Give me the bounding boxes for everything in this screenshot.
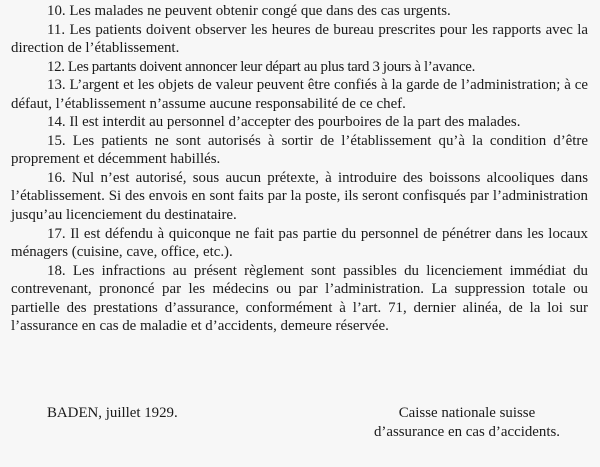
issuer-line-1: Caisse nationale suisse: [398, 405, 536, 421]
rule-16: 16. Nul n’est autorisé, sous aucun prétexte, à introduire des boissons alcooliques dans l’établissement. Si des envois en sont faits par la poste, ils seront confisqués par l’administration jusqu’au licenciement du destinataire.: [11, 169, 588, 224]
rule-14: 14. Il est interdit au personnel d’accepter des pourboires de la part des malades.: [47, 114, 521, 131]
issuer: [374, 404, 560, 441]
rule-10: 10. Les malades ne peuvent obtenir congé que dans des cas urgents.: [47, 3, 451, 19]
rule-11: 11. Les patients doivent observer les heures de bureau prescrites pour les rapports avec la direction de l’établissement.: [11, 21, 588, 57]
place-date: BADEN, juillet 1929.: [47, 405, 178, 421]
issuer-line-2: d’assurance en cas d’accidents.: [373, 423, 560, 440]
rule-18: 18. Les infractions au présent règlement sont passibles du licenciement immédiat du contrevenant, prononcé par les médecins ou par l’administration. La suppression totale ou partielle des prestations d’assurance, conformément à l’art. 71, dernier alinéa, de la loi sur l’assurance en cas de maladie et d’accidents, demeure réservée.: [11, 262, 588, 335]
rule-12: 12. Les partants doivent annoncer leur départ au plus tard 3 jours à l’avance.: [47, 58, 475, 75]
rule-13: 13. L’argent et les objets de valeur peuvent être confiés à la garde de l’administration; à ce défaut, l’établissement n’assume aucune responsabilité de ce chef.: [11, 77, 588, 112]
rule-15: 15. Les patients ne sont autorisés à sortir de l’établissement qu’à la condition d’être proprement et décemment habillés.: [11, 132, 588, 168]
rule-17: 17. Il est défendu à quiconque ne fait pas partie du personnel de pénétrer dans les locaux ménagers (cuisine, cave, office, etc.).: [11, 225, 588, 261]
